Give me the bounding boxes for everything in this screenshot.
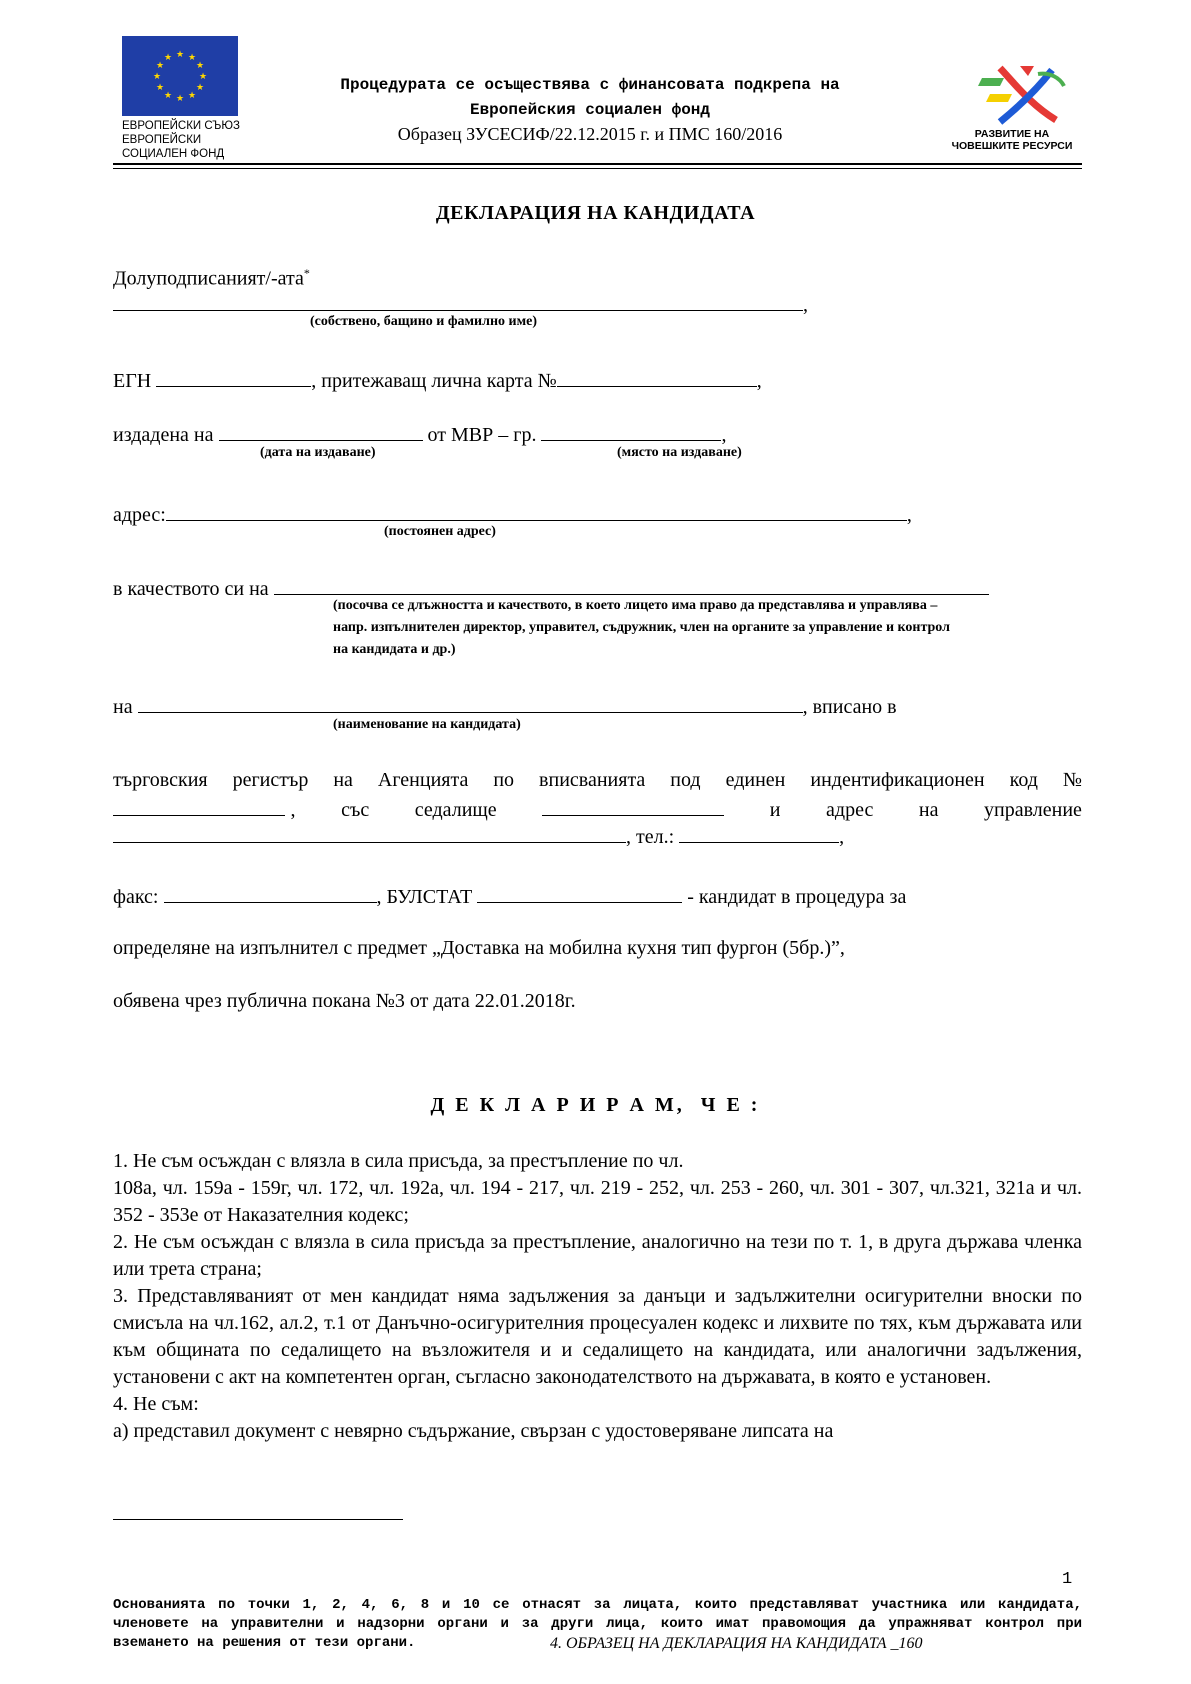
eu-logo-line-2: ЕВРОПЕЙСКИ	[122, 134, 202, 146]
egn-line	[113, 366, 762, 393]
subject-line: определяне на изпълнител с предмет „Доставка на мобилна кухня тип фургон (5бр.)”,	[113, 937, 845, 959]
seat-label: със	[341, 799, 370, 821]
footnote-mark: *	[303, 266, 310, 280]
capacity-field[interactable]	[274, 574, 989, 595]
page-title: ДЕКЛАРАЦИЯ НА КАНДИДАТА	[435, 202, 756, 224]
svg-text:★: ★	[187, 91, 197, 101]
eik-field[interactable]	[113, 795, 285, 816]
declare-heading: Д Е К Л А Р И Р А М, Ч Е :	[430, 1094, 761, 1116]
address-label: адрес:	[113, 504, 166, 526]
eu-flag-logo	[122, 36, 238, 116]
seat-label-2: седалище	[414, 799, 497, 821]
phone-field[interactable]	[679, 822, 839, 843]
capacity-caption-1: (посочва се длъжността и качеството, в което лицето има право да представлява и управлява –	[333, 598, 938, 613]
header-divider-thick	[113, 163, 1082, 165]
phone-comma: ,	[839, 826, 845, 848]
name-caption: (собствено, бащино и фамилно име)	[310, 314, 538, 329]
undersigned-line	[113, 261, 310, 291]
egn-field[interactable]	[156, 366, 311, 387]
declaration-items	[113, 1148, 1082, 1445]
eu-logo-line-1: ЕВРОПЕЙСКИ СЪЮЗ	[122, 120, 240, 132]
op-logo-caption	[942, 128, 1082, 152]
svg-text:★: ★	[155, 83, 165, 93]
item-3: 3. Представляваният от мен кандидат няма задължения за данъци и задължителни осигурителни вноски по смисъла на чл.162, ал.2, т.1 от Данъчно-осигурителния процесуален кодекс и лихвите по тях, към държавата или към общината по седалището на възложителя и и седалището на кандидата, или аналогични задължения, установени с акт на компетентен орган, съгласно законодателството на държавата, в която е установен.	[113, 1285, 1082, 1388]
svg-text:★: ★	[195, 61, 205, 71]
document-label: 4. ОБРАЗЕЦ НА ДЕКЛАРАЦИЯ НА КАНДИДАТА _160	[540, 1635, 922, 1653]
announced-line: обявена чрез публична покана №3 от дата 22.01.2018г.	[113, 990, 576, 1012]
header-line-2: Европейския социален фонд	[469, 101, 711, 119]
item-1-articles: 108а, чл. 159а - 159г, чл. 172, чл. 192а, чл. 194 - 217, чл. 219 - 252, чл. 253 - 260, чл. 301 - 307, чл.321, 321а и чл. 352 - 353е от Наказателния кодекс;	[113, 1177, 1082, 1226]
eu-logo-caption	[122, 119, 240, 161]
issued-comma: ,	[721, 424, 727, 446]
item-1-intro: 1. Не съм осъждан с влязла в сила присъда, за престъпление по чл.	[113, 1150, 684, 1172]
seat-field[interactable]	[542, 795, 724, 816]
svg-text:★: ★	[155, 61, 165, 71]
mgmt-address-field[interactable]	[113, 822, 626, 843]
item-4a: а) представил документ с невярно съдържание, свързан с удостоверяване липсата на	[113, 1420, 834, 1442]
registry-line	[113, 768, 1082, 792]
eik-comma: ,	[290, 799, 296, 821]
capacity-label: в качеството си на	[113, 578, 269, 600]
hr-development-logo-icon	[960, 64, 1070, 126]
svg-text:★: ★	[175, 94, 185, 104]
of-label: на	[113, 696, 133, 718]
mgmt-address-line	[113, 822, 844, 849]
page-number: 1	[1062, 1570, 1073, 1589]
issue-place-field[interactable]	[541, 420, 721, 441]
address-caption: (постоянен адрес)	[384, 524, 496, 539]
eu-stars-icon	[122, 36, 238, 116]
svg-text:★: ★	[198, 72, 208, 82]
registry-text: търговския регистър на Агенцията по вписванията под единен индентификационен код №	[113, 769, 1082, 791]
svg-text:★: ★	[195, 83, 205, 93]
full-name-field[interactable]	[113, 290, 803, 311]
phone-label: , тел.:	[626, 826, 675, 848]
issued-label: издадена на	[113, 424, 214, 446]
op-logo-line-1: РАЗВИТИЕ НА	[974, 128, 1050, 140]
eu-logo-line-3: СОЦИАЛЕН ФОНД	[122, 148, 225, 160]
item-2: 2. Не съм осъждан с влязла в сила присъда за престъпление, аналогично на тези по т. 1, в друга държава членка или трета страна;	[113, 1231, 1082, 1280]
undersigned-label: Долуподписаният/-ата	[113, 267, 304, 290]
fax-label: факс:	[113, 886, 159, 908]
egn-label: ЕГН	[113, 370, 152, 392]
header-line-3: Образец ЗУСЕСИФ/22.12.2015 г. и ПМС 160/2016	[397, 124, 783, 144]
id-card-label: , притежаващ лична карта №	[311, 370, 557, 392]
candidate-line	[113, 692, 897, 719]
issue-date-caption: (дата на издаване)	[260, 445, 376, 460]
candidate-name-field[interactable]	[138, 692, 803, 713]
mgmt-label-1: и	[769, 799, 781, 821]
header-divider-thin	[113, 168, 1082, 169]
candidate-in-procedure: - кандидат в процедура за	[687, 886, 907, 908]
op-logo	[960, 64, 1070, 126]
from-mvr-label: от МВР – гр.	[427, 424, 537, 446]
registered-label: , вписано в	[802, 696, 897, 718]
address-field[interactable]	[166, 500, 907, 521]
candidate-name-caption: (наименование на кандидата)	[333, 717, 521, 732]
item-4: 4. Не съм:	[113, 1393, 199, 1415]
id-card-field[interactable]	[557, 366, 757, 387]
footnote-note: Основанията по точки 1, 2, 4, 6, 8 и 10 се отнасят за лицата, които представляват участника или кандидата, членовете на управителни и надзорни органи и за други лица, които имат правомощия да упражняват контрол при вземането на решения от тези органи.	[113, 1597, 1082, 1651]
capacity-caption-3: на кандидата и др.)	[333, 642, 456, 657]
address-comma: ,	[906, 504, 912, 526]
fax-field[interactable]	[164, 882, 377, 903]
fax-line	[113, 882, 906, 909]
address-line	[113, 500, 912, 527]
name-line	[113, 290, 808, 317]
bulstat-label: , БУЛСТАТ	[376, 886, 473, 908]
header-line-1: Процедурата се осъществява с финансовата подкрепа на	[340, 76, 840, 94]
egn-comma: ,	[756, 370, 762, 392]
issue-place-caption: (място на издаване)	[617, 445, 742, 460]
footnote-divider	[113, 1519, 403, 1520]
mgmt-label-4: управление	[984, 799, 1082, 821]
name-comma: ,	[803, 294, 808, 316]
svg-text:★: ★	[152, 72, 162, 82]
op-logo-line-2: ЧОВЕШКИТЕ РЕСУРСИ	[951, 140, 1073, 152]
capacity-caption-2: напр. изпълнителен директор, управител, съдружник, член на органите за управление и контрол	[333, 620, 950, 635]
svg-text:★: ★	[187, 53, 197, 63]
svg-text:★: ★	[175, 50, 185, 60]
issue-date-field[interactable]	[219, 420, 423, 441]
seat-line	[113, 795, 1082, 822]
bulstat-field[interactable]	[477, 882, 682, 903]
capacity-line	[113, 574, 989, 601]
svg-text:★: ★	[163, 53, 173, 63]
svg-text:★: ★	[163, 91, 173, 101]
mgmt-label-3: на	[918, 799, 939, 821]
issued-line	[113, 420, 726, 447]
mgmt-label-2: адрес	[826, 799, 874, 821]
